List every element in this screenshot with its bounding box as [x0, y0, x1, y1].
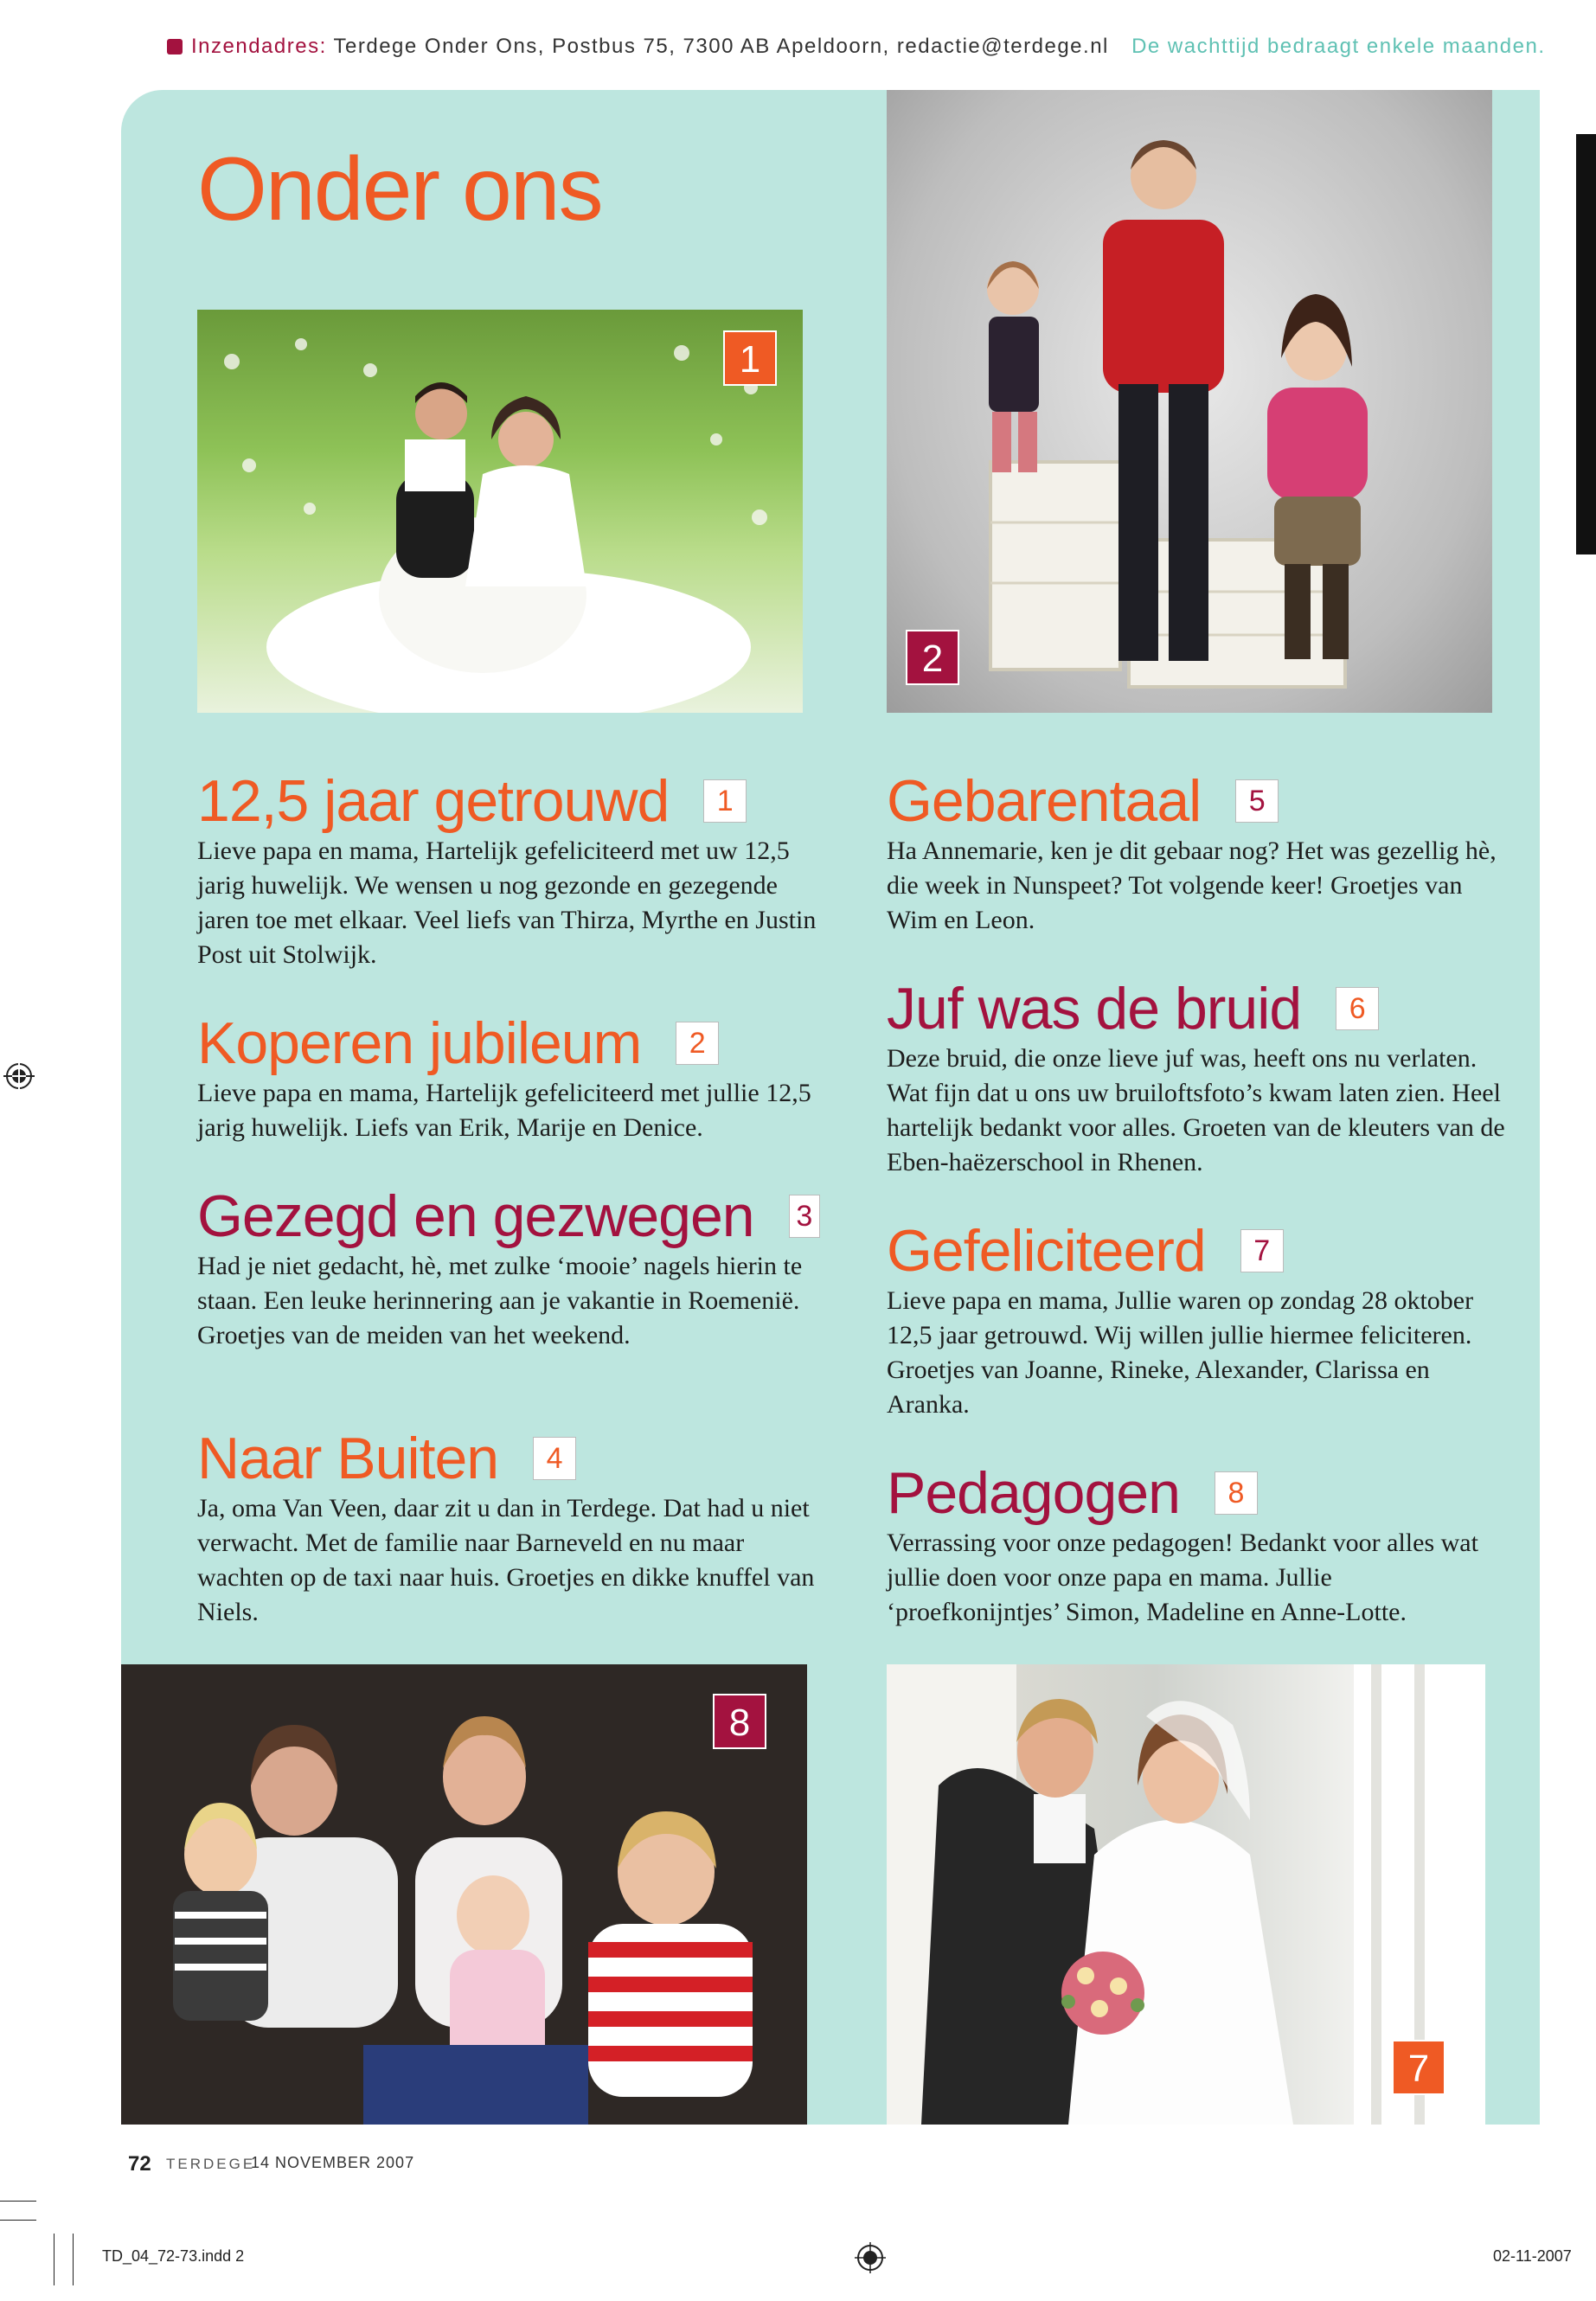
article-heading-text: Naar Buiten [197, 1426, 499, 1491]
crop-mark [73, 2234, 74, 2285]
registration-mark-icon [3, 1061, 35, 1096]
article-heading [197, 1010, 820, 1076]
article-gefeliciteerd [887, 1218, 1509, 1422]
article-heading [887, 1218, 1509, 1284]
article-heading [197, 1426, 820, 1491]
photo-family-group [121, 1664, 807, 2125]
article-body: Deze bruid, die onze lieve juf was, heeft ons nu verlaten. Wat fijn dat u ons uw bruiloftsfoto’s kwam laten zien. Heel hartelijk bedankt voor alles. Groeten van de kleuters van de Eben-haëzerschool in Rhenen. [887, 1044, 1505, 1176]
article-heading-text: Gezegd en gezwegen [197, 1183, 754, 1249]
address-label: Inzendadres: [191, 35, 327, 58]
article-body: Lieve papa en mama, Hartelijk gefeliciteerd met jullie 12,5 jarig huwelijk. Liefs van Erik, Marije en Denice. [197, 1079, 811, 1142]
article-body: Ja, oma Van Veen, daar zit u dan in Terdege. Dat had u niet verwacht. Met de familie naar Barneveld en nu maar wachten op de taxi naar huis. Groetjes en dikke knuffel van Niels. [197, 1494, 815, 1626]
article-heading [887, 768, 1509, 834]
article-heading-text: Pedagogen [887, 1460, 1180, 1526]
article-body: Ha Annemarie, ken je dit gebaar nog? Het was gezellig hè, die week in Nunspeet? Tot volgende keer! Groetjes van Wim en Leon. [887, 836, 1497, 934]
file-slug-date: 02-11-2007 [1493, 2247, 1572, 2265]
article-heading-text: Gebarentaal [887, 768, 1202, 834]
article-number-badge: 3 [789, 1195, 820, 1238]
photo-number-badge: 7 [1392, 2040, 1445, 2095]
article-gebarentaal [887, 768, 1509, 938]
file-slug: TD_04_72-73.indd 2 [102, 2247, 245, 2265]
article-number-badge: 6 [1336, 987, 1379, 1030]
submission-address-line [167, 35, 1551, 59]
article-number-badge: 2 [676, 1022, 719, 1065]
photo-number-badge: 8 [713, 1694, 766, 1749]
article-number-badge: 8 [1215, 1471, 1258, 1515]
photo-wedding-couple-in-grass [197, 310, 803, 713]
article-number-badge: 5 [1235, 779, 1279, 823]
article-heading [887, 976, 1509, 1042]
article-heading [887, 1460, 1509, 1526]
issue-date: 14 NOVEMBER 2007 [251, 2154, 415, 2171]
photo-family-illustration [121, 1664, 807, 2125]
bullet-square-icon [167, 39, 183, 54]
page-edge-tab [1576, 134, 1596, 554]
article-heading [197, 768, 820, 834]
article-heading [197, 1183, 820, 1249]
article-number-badge: 1 [703, 779, 747, 823]
photo-number-badge: 1 [723, 330, 777, 386]
page-title: Onder ons [197, 139, 602, 240]
photo-children-illustration [887, 90, 1492, 713]
article-juf-was-de-bruid [887, 976, 1509, 1180]
article-koperen-jubileum [197, 1010, 820, 1145]
article-number-badge: 7 [1240, 1229, 1284, 1272]
page-number: 72 [128, 2152, 151, 2176]
photo-children-on-crates [887, 90, 1492, 713]
article-body: Lieve papa en mama, Jullie waren op zondag 28 oktober 12,5 jaar getrouwd. Wij willen jullie hiermee feliciteren. Groetjes van Joanne, Rineke, Alexander, Clarissa en Aranka. [887, 1286, 1474, 1419]
article-number-badge: 4 [533, 1437, 576, 1480]
photo-bridal-couple [887, 1664, 1485, 2125]
address-text: Terdege Onder Ons, Postbus 75, 7300 AB Apeldoorn, redactie@terdege.nl [333, 35, 1109, 58]
article-gezegd-en-gezwegen [197, 1183, 820, 1353]
photo-wedding-couple-illustration [197, 310, 803, 713]
crop-mark [0, 2220, 36, 2221]
waiting-time-note: De wachttijd bedraagt enkele maanden. [1131, 35, 1546, 58]
article-pedagogen [887, 1460, 1509, 1630]
article-heading-text: Juf was de bruid [887, 976, 1302, 1042]
article-body: Verrassing voor onze pedagogen! Bedankt voor alles wat jullie doen voor onze papa en mama. Jullie ‘proefkonijntjes’ Simon, Madeline en Anne-Lotte. [887, 1529, 1478, 1626]
article-naar-buiten [197, 1426, 820, 1630]
article-heading-text: Gefeliciteerd [887, 1218, 1206, 1284]
article-body: Lieve papa en mama, Hartelijk gefeliciteerd met uw 12,5 jarig huwelijk. We wensen u nog gezonde en gezegende jaren toe met elkaar. Veel liefs van Thirza, Myrthe en Justin Post uit Stolwijk. [197, 836, 817, 969]
photo-number-badge: 2 [906, 630, 959, 685]
article-heading-text: 12,5 jaar getrouwd [197, 768, 670, 834]
article-heading-text: Koperen jubileum [197, 1010, 642, 1076]
magazine-name: TERDEGE [166, 2156, 256, 2172]
article-body: Had je niet gedacht, hè, met zulke ‘mooie’ nagels hierin te staan. Een leuke herinnering aan je vakantie in Roemenië. Groetjes van de meiden van het weekend. [197, 1252, 803, 1349]
article-12-5-jaar-getrouwd [197, 768, 820, 972]
crop-mark [0, 2201, 36, 2202]
registration-mark-icon [855, 2242, 886, 2278]
